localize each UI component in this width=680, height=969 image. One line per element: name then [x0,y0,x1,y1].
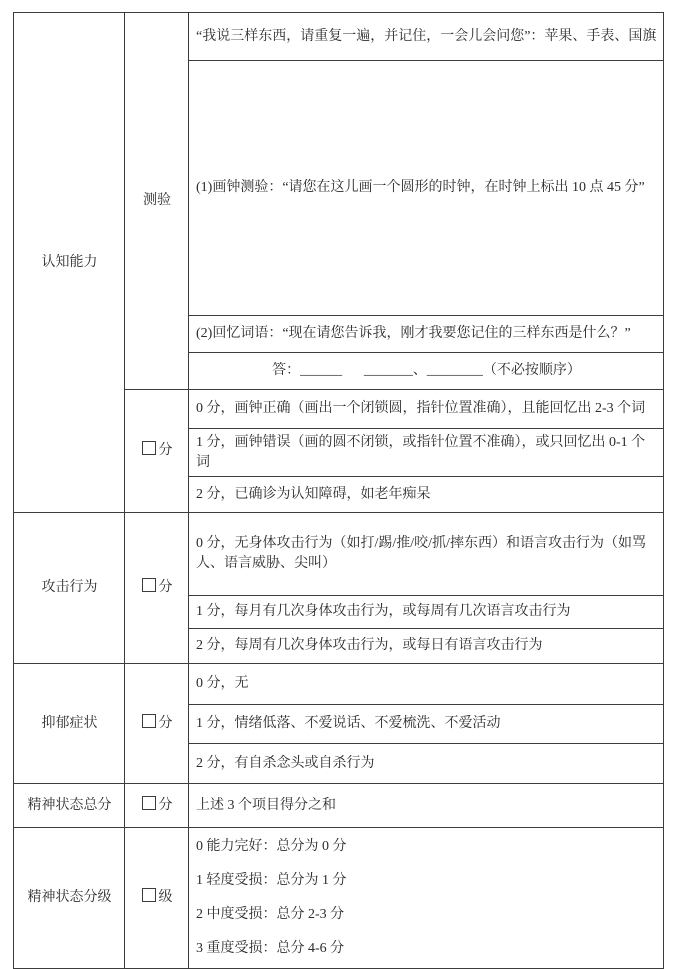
row-label-aggressive-behavior: 攻击行为 [14,513,125,664]
grading-checkbox-icon[interactable] [142,888,156,902]
clock-drawing-test-cell: (1)画钟测验：“请您在这儿画一个圆形的时钟，在时钟上标出 10 点 45 分” [189,61,664,316]
cognitive-score-option-0: 0 分，画钟正确（画出一个闭锁圆，指针位置准确），且能回忆出 2-3 个词 [189,390,664,429]
grading-level-1: 1 轻度受损：总分为 1 分 [196,873,347,888]
aggression-score-unit-label: 分 [158,580,173,595]
aggression-score-option-1: 1 分，每月有几次身体攻击行为，或每周有几次语言攻击行为 [189,596,664,629]
grading-levels-cell [189,828,664,969]
aggression-score-checkbox-icon[interactable] [142,578,156,592]
cognitive-score-checkbox-icon[interactable] [142,441,156,455]
row-label-mental-state-grading: 精神状态分级 [14,828,125,969]
depression-score-option-1: 1 分，情绪低落、不爱说话、不爱梳洗、不爱活动 [189,705,664,744]
grading-level-2: 2 中度受损：总分 2-3 分 [196,907,345,922]
answer-blank-line [189,353,664,390]
grading-box-cell [125,828,189,969]
grading-unit-label: 级 [158,890,173,905]
cognitive-score-option-1: 1 分，画钟错误（画的圆不闭锁，或指针位置不准确），或只回忆出 0-1 个词 [189,429,664,477]
cognitive-score-option-2: 2 分，已确诊为认知障碍，如老年痴呆 [189,477,664,513]
depression-score-box-cell [125,664,189,784]
cognitive-score-box [142,443,173,458]
depression-score-box [142,716,173,731]
depression-score-checkbox-icon[interactable] [142,714,156,728]
test-label: 测验 [125,13,189,390]
recall-words-instruction: (2)回忆词语：“现在请您告诉我，刚才我要您记住的三样东西是什么？” [189,316,664,353]
total-score-unit-label: 分 [158,797,173,813]
aggression-score-box-cell [125,513,189,664]
row-label-mental-state-total-score: 精神状态总分 [14,784,125,828]
total-score-box [142,798,173,813]
row-label-cognitive-ability: 认知能力 [14,13,125,513]
depression-score-unit-label: 分 [158,715,173,731]
grading-level-0: 0 能力完好：总分为 0 分 [196,839,347,854]
grading-box [142,890,173,905]
total-score-description: 上述 3 个项目得分之和 [189,784,664,828]
grading-level-3: 3 重度受损：总分 4-6 分 [196,941,345,956]
total-score-box-cell [125,784,189,828]
row-label-depression-symptoms: 抑郁症状 [14,664,125,784]
cognitive-score-box-cell [125,390,189,513]
aggression-score-option-2: 2 分，每周有几次身体攻击行为，或每日有语言攻击行为 [189,629,664,664]
memory-instruction-text: “我说三样东西，请重复一遍，并记住，一会儿会问您”：苹果、手表、国旗 [189,13,664,61]
cognitive-score-unit-label: 分 [158,443,173,458]
answer-label: 答：______、ْ_______、________（不必按顺序） [272,363,581,378]
aggression-score-box [142,580,173,595]
aggression-score-option-0: 0 分，无身体攻击行为（如打/踢/推/咬/抓/摔东西）和语言攻击行为（如骂人、语言威胁、尖叫） [189,513,664,596]
total-score-checkbox-icon[interactable] [142,796,156,810]
depression-score-option-2: 2 分，有自杀念头或自杀行为 [189,744,664,784]
mental-state-assessment-table [13,12,664,969]
depression-score-option-0: 0 分，无 [189,664,664,705]
